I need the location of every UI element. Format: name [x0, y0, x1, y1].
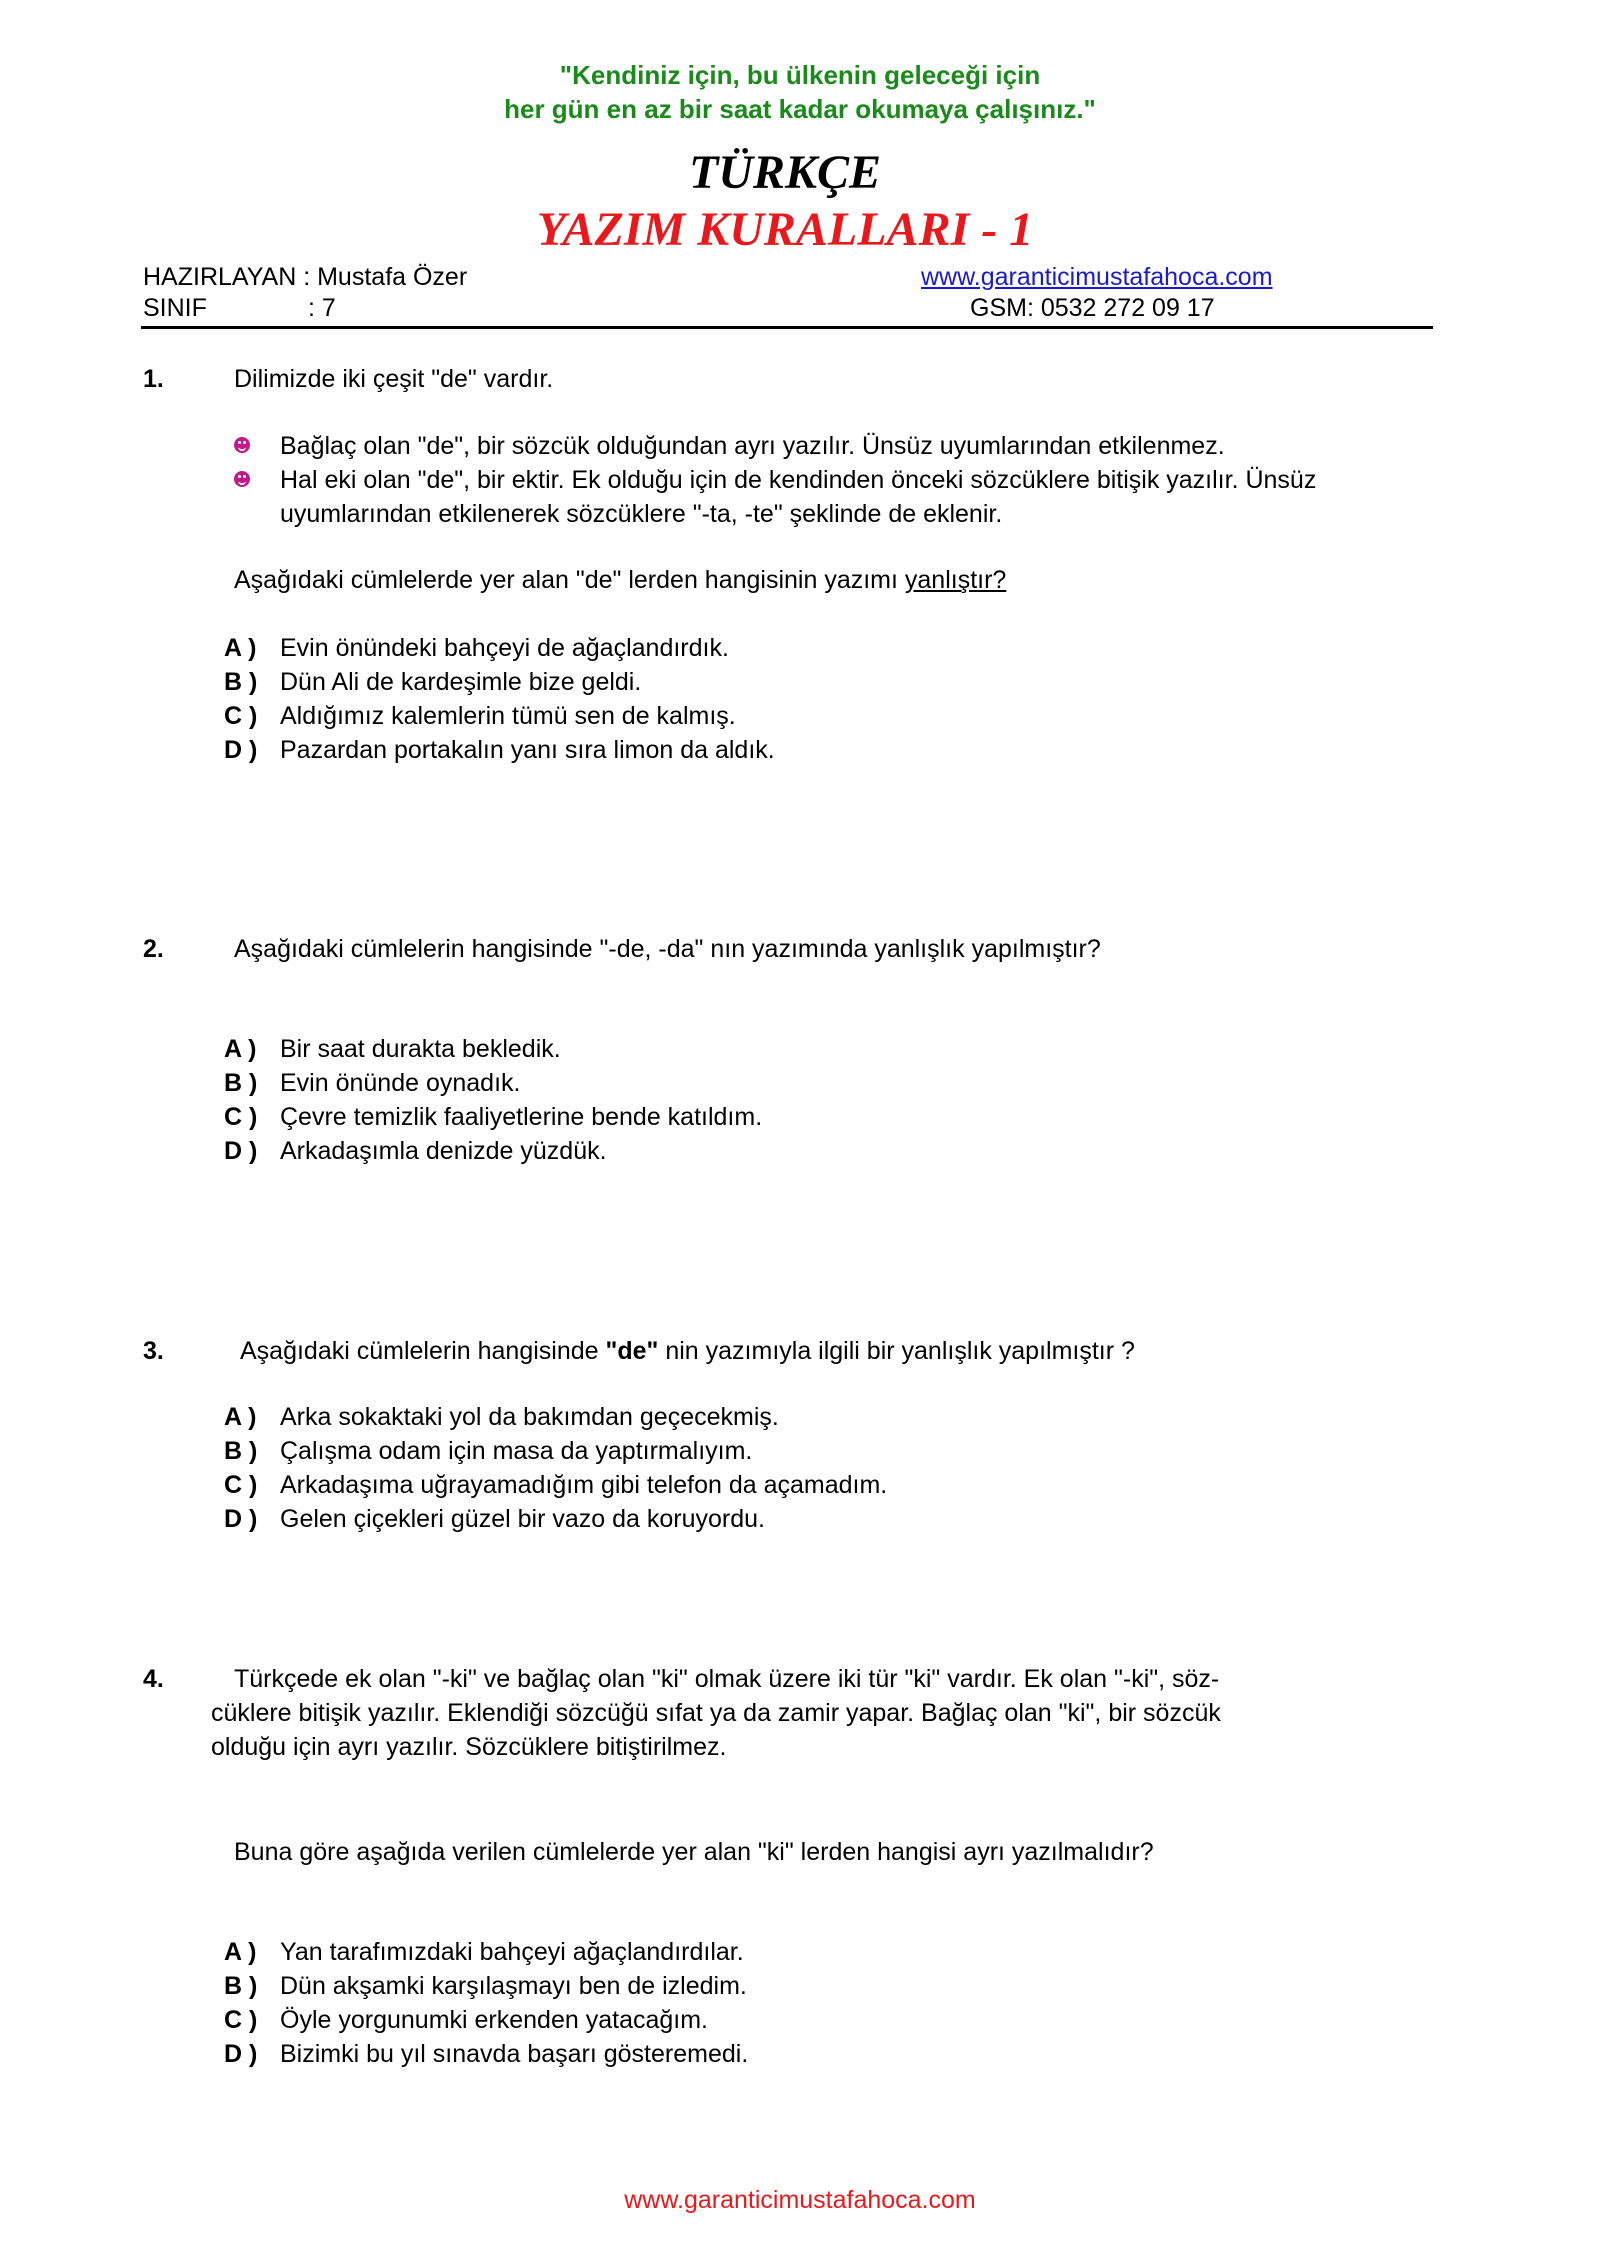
- q4-option-d-text[interactable]: Bizimki bu yıl sınavda başarı gösteremedi.: [280, 2040, 749, 2068]
- prepared-by: HAZIRLAYAN : Mustafa Özer: [143, 263, 468, 291]
- q4-option-b-letter[interactable]: B ): [224, 1972, 258, 2000]
- header-website-link[interactable]: www.garanticimustafahoca.com: [921, 263, 1273, 291]
- q3-option-b-letter[interactable]: B ): [224, 1437, 258, 1465]
- motto-line-1: "Kendiniz için, bu ülkenin geleceği için: [559, 60, 1041, 90]
- q4-option-a-letter[interactable]: A ): [224, 1938, 257, 1966]
- title-subject: TÜRKÇE: [688, 146, 882, 199]
- q1-option-a-text[interactable]: Evin önündeki bahçeyi de ağaçlandırdık.: [280, 634, 729, 662]
- q3-option-d-letter[interactable]: D ): [224, 1505, 258, 1533]
- question-3-prompt: [240, 1334, 1135, 1368]
- class-value: : 7: [308, 294, 336, 322]
- q4-option-c-text[interactable]: Öyle yorgunumki erkenden yatacağım.: [280, 2006, 708, 2034]
- motto-line-2: her gün en az bir saat kadar okumaya çalışınız.": [504, 94, 1096, 124]
- question-4-number: 4.: [143, 1665, 164, 1693]
- question-2-number: 2.: [143, 935, 164, 963]
- q2-option-a-letter[interactable]: A ): [224, 1035, 257, 1063]
- q3-option-b-text[interactable]: Çalışma odam için masa da yaptırmalıyım.: [280, 1437, 753, 1465]
- question-4-intro-line-2: cüklere bitişik yazılır. Eklendiği sözcüğü sıfat ya da zamir yapar. Bağlaç olan "ki", bir sözcük: [211, 1699, 1221, 1727]
- question-2-prompt: Aşağıdaki cümlelerin hangisinde "-de, -da" nın yazımında yanlışlık yapılmıştır?: [234, 935, 1101, 963]
- question-3-prompt-bold: "de": [605, 1337, 659, 1365]
- question-4-intro-line-1: Türkçede ek olan "-ki" ve bağlaç olan "ki" olmak üzere iki tür "ki" vardır. Ek olan "-ki", söz-: [234, 1665, 1220, 1693]
- q1-option-b-letter[interactable]: B ): [224, 668, 258, 696]
- q2-option-d-letter[interactable]: D ): [224, 1137, 258, 1165]
- q3-option-d-text[interactable]: Gelen çiçekleri güzel bir vazo da koruyordu.: [280, 1505, 765, 1533]
- q1-option-c-text[interactable]: Aldığımız kalemlerin tümü sen de kalmış.: [280, 702, 736, 730]
- q1-option-d-text[interactable]: Pazardan portakalın yanı sıra limon da aldık.: [280, 736, 775, 764]
- question-3-prompt-text: Aşağıdaki cümlelerin hangisinde: [240, 1337, 606, 1365]
- question-1-bullet-2-line-1: Hal eki olan "de", bir ektir. Ek olduğu için de kendinden önceki sözcüklere bitişik yazılır. Ünsüz: [280, 466, 1317, 494]
- question-1-bullet-2-line-2: uyumlarından etkilenerek sözcüklere "-ta, -te" şeklinde de eklenir.: [280, 500, 1003, 528]
- q4-option-b-text[interactable]: Dün akşamki karşılaşmayı ben de izledim.: [280, 1972, 747, 2000]
- q4-option-c-letter[interactable]: C ): [224, 2006, 258, 2034]
- question-1-prompt-underlined: yanlıştır?: [904, 566, 1007, 594]
- question-4-intro-line-3: olduğu için ayrı yazılır. Sözcüklere bitiştirilmez.: [211, 1733, 727, 1761]
- question-3-number: 3.: [143, 1337, 164, 1365]
- q2-option-c-text[interactable]: Çevre temizlik faaliyetlerine bende katıldım.: [280, 1103, 763, 1131]
- q1-option-c-letter[interactable]: C ): [224, 702, 258, 730]
- q3-option-c-letter[interactable]: C ): [224, 1471, 258, 1499]
- q3-option-a-letter[interactable]: A ): [224, 1403, 257, 1431]
- q2-option-b-text[interactable]: Evin önünde oynadık.: [280, 1069, 521, 1097]
- q4-option-a-text[interactable]: Yan tarafımızdaki bahçeyi ağaçlandırdılar.: [280, 1938, 744, 1966]
- class-label: SINIF: [143, 294, 207, 322]
- q2-option-d-text[interactable]: Arkadaşımla denizde yüzdük.: [280, 1137, 607, 1165]
- smiley-bullet-icon: [234, 437, 250, 453]
- q1-option-a-letter[interactable]: A ): [224, 634, 257, 662]
- q3-option-c-text[interactable]: Arkadaşıma uğrayamadığım gibi telefon da açamadım.: [280, 1471, 888, 1499]
- question-1-prompt-text: Aşağıdaki cümlelerde yer alan "de" lerden hangisinin yazımı: [234, 566, 905, 594]
- q2-option-a-text[interactable]: Bir saat durakta bekledik.: [280, 1035, 561, 1063]
- footer-website[interactable]: www.garanticimustafahoca.com: [624, 2186, 976, 2214]
- header-divider: [141, 326, 1433, 329]
- title-topic: YAZIM KURALLARI - 1: [536, 203, 1034, 256]
- q4-option-d-letter[interactable]: D ): [224, 2040, 258, 2068]
- question-1-intro: Dilimizde iki çeşit "de" vardır.: [234, 365, 554, 393]
- q2-option-b-letter[interactable]: B ): [224, 1069, 258, 1097]
- q1-option-b-text[interactable]: Dün Ali de kardeşimle bize geldi.: [280, 668, 642, 696]
- question-3-prompt-suffix: nin yazımıyla ilgili bir yanlışlık yapılmıştır ?: [658, 1337, 1135, 1365]
- question-4-prompt: Buna göre aşağıda verilen cümlelerde yer alan "ki" lerden hangisi ayrı yazılmalıdır?: [234, 1838, 1154, 1866]
- q2-option-c-letter[interactable]: C ): [224, 1103, 258, 1131]
- q3-option-a-text[interactable]: Arka sokaktaki yol da bakımdan geçecekmiş.: [280, 1403, 779, 1431]
- smiley-bullet-icon: [234, 471, 250, 487]
- gsm-number: GSM: 0532 272 09 17: [970, 294, 1215, 322]
- question-1-prompt: [234, 563, 1006, 597]
- q1-option-d-letter[interactable]: D ): [224, 736, 258, 764]
- question-1-bullet-1: Bağlaç olan "de", bir sözcük olduğundan ayrı yazılır. Ünsüz uyumlarından etkilenmez.: [280, 432, 1225, 460]
- question-1-number: 1.: [143, 365, 164, 393]
